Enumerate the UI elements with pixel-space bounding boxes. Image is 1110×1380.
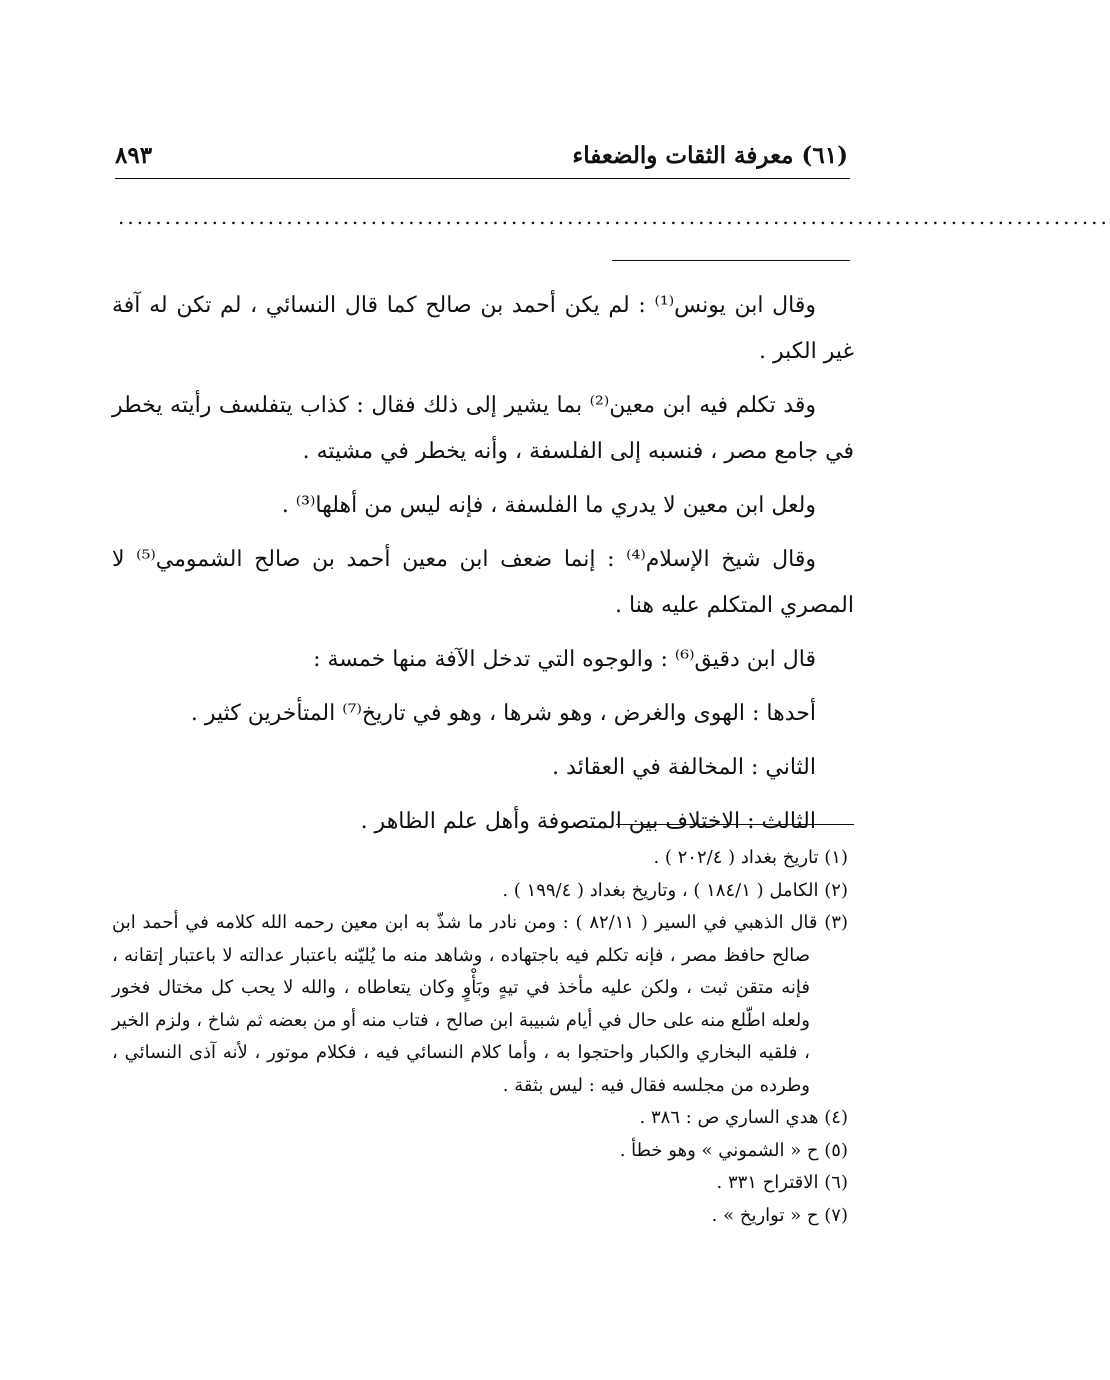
footnote: (٧) ح « تواريخ » . (711, 1204, 848, 1226)
ellipsis-separator: .......................................................................................................... (118, 205, 1110, 229)
footnote: (٢) الكامل ( ١٨٤/١ ) ، وتاريخ بغداد ( ١٩٩/٤ ) . (502, 879, 848, 901)
footnote: (٤) هدي الساري ص : ٣٨٦ . (639, 1107, 848, 1128)
main-text (112, 283, 854, 853)
paragraph: وقال ابن يونس⁽¹⁾ : لم يكن أحمد بن صالح كما قال النسائي ، لم تكن له آفة غير الكبر . (112, 293, 854, 364)
footnote: (٥) ح « الشموني » وهو خطأ . (619, 1139, 848, 1161)
paragraph: الثاني : المخالفة في العقائد . (552, 755, 816, 780)
paragraph: وقد تكلم فيه ابن معين⁽²⁾ بما يشير إلى ذلك فقال : كذاب يتفلسف رأيته يخطر في جامع مصر ، فنسبه إلى الفلسفة ، وأنه يخطر في مشيته . (112, 393, 854, 464)
footnotes (112, 842, 848, 1232)
paragraph: وقال شيخ الإسلام⁽⁴⁾ : إنما ضعف ابن معين أحمد بن صالح الشمومي⁽⁵⁾ لا المصري المتكلم عليه هنا . (112, 547, 854, 618)
paragraph: الثالث : الاختلاف بين المتصوفة وأهل علم الظاهر . (360, 809, 816, 834)
page-number: ٨٩٣ (115, 142, 153, 169)
header-title: (٦١) معرفة الثقات والضعفاء (572, 142, 848, 169)
footnote-rule (616, 824, 854, 825)
header-rule (115, 178, 850, 179)
footnote: (١) تاريخ بغداد ( ٢٠٢/٤ ) . (653, 847, 848, 868)
footnote: (٣) قال الذهبي في السير ( ٨٢/١١ ) : ومن نادر ما شذّ به ابن معين رحمه الله كلامه في أحمد ابن صالح حافظ مصر ، فإنه تكلم فيه باجتهاده ، وشاهد منه ما يُليّنه باعتبار عدالته لا باعتبار إتقانه ، فإنه متقن ثبت ، ولكن عليه مأخذ في تيهٍ وبَأْوٍ وكان يتعاطاه ، والله لا يحب كل مختال فخور ولعله اطّلع منه على حال في أيام شبيبة ابن صالح ، فتاب منه أو من بعضه ثم شاخ ، ولزم الخير ، فلقيه البخاري والكبار واحتجوا به ، وأما كلام النسائي فيه ، فكلام موتور ، لأنه آذى النسائي ، وطرده من مجلسه فقال فيه : ليس بثقة . (112, 912, 848, 1096)
paragraph: قال ابن دقيق⁽⁶⁾ : والوجوه التي تدخل الآفة منها خمسة : (313, 647, 816, 672)
paragraph: ولعل ابن معين لا يدري ما الفلسفة ، فإنه ليس من أهلها⁽³⁾ . (281, 493, 816, 518)
footnote: (٦) الاقتراح ٣٣١ . (716, 1172, 848, 1193)
running-header (115, 138, 848, 178)
paragraph: أحدها : الهوى والغرض ، وهو شرها ، وهو في تاريخ⁽⁷⁾ المتأخرين كثير . (190, 701, 816, 726)
section-rule (612, 260, 850, 261)
